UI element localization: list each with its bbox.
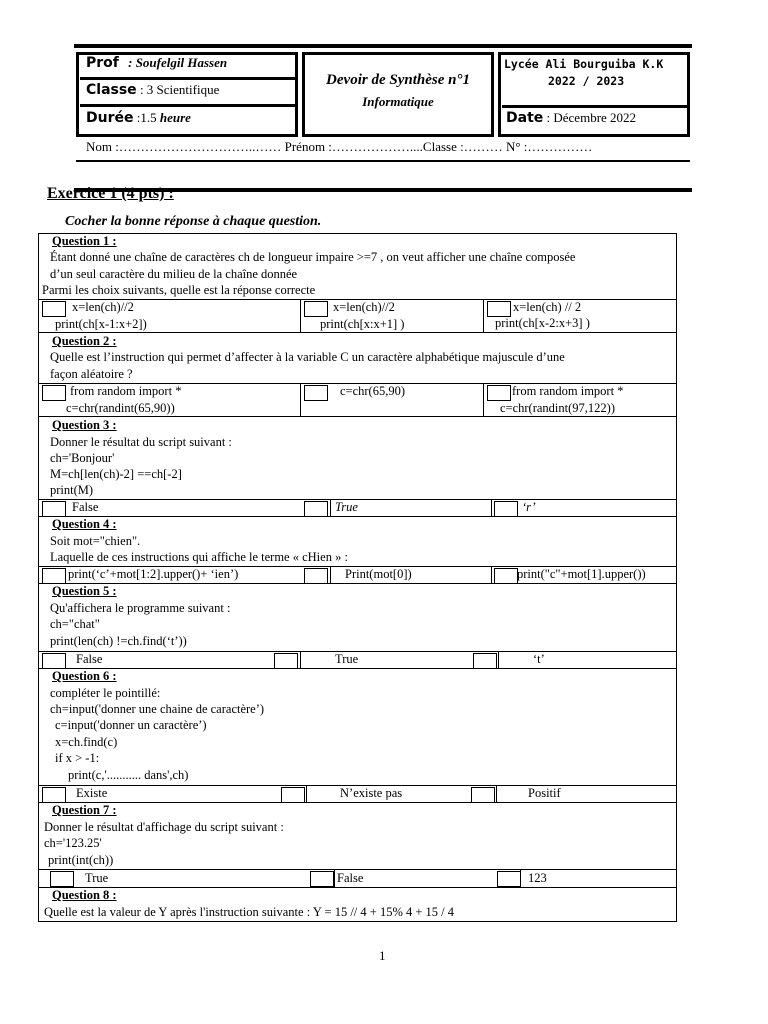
exam-title: Devoir de Synthèse n°1	[326, 72, 470, 88]
date-label: Date	[506, 110, 544, 126]
answer-c: x=len(ch) // 2	[513, 300, 582, 314]
classe-value: : 3 Scientifique	[139, 82, 220, 97]
answer-checkbox[interactable]	[487, 301, 511, 317]
answer-b: False	[337, 871, 364, 885]
answer-checkbox[interactable]	[281, 787, 305, 803]
duree-unit: heure	[159, 110, 191, 125]
question-5-text: Qu'affichera le programme suivant :	[50, 601, 231, 615]
answer-c: ‘r’	[522, 500, 536, 514]
answer-checkbox[interactable]	[42, 501, 66, 517]
question-4-text: Soit mot="chien".	[50, 534, 141, 548]
answer-checkbox[interactable]	[310, 871, 334, 887]
page-number: 1	[379, 948, 386, 963]
duree-row	[86, 110, 191, 126]
question-2-text: Quelle est l’instruction qui permet d’affecter à la variable C un caractère alphabétique majuscule d’une	[50, 350, 565, 364]
answer-b: c=chr(65,90)	[340, 384, 406, 398]
question-5-title: Question 5 :	[52, 584, 117, 598]
question-3-code: print(M)	[50, 483, 94, 497]
question-1-text: d’un seul caractère du milieu de la chaîne donnée	[50, 267, 298, 281]
answer-c: from random import *	[512, 384, 624, 398]
student-line: Nom :…………………………..…… Prénom :………………....Classe :……… N° :……………	[86, 139, 593, 154]
question-8-text: Quelle est la valeur de Y après l'instruction suivante : Y = 15 // 4 + 15% 4 + 15 / 4	[44, 905, 455, 919]
answer-b: N’existe pas	[340, 786, 403, 800]
classe-row	[86, 82, 219, 98]
answer-checkbox[interactable]	[497, 871, 521, 887]
question-4-title: Question 4 :	[52, 517, 117, 531]
school-year: 2022 / 2023	[548, 74, 625, 88]
question-3-title: Question 3 :	[52, 418, 117, 432]
answer-c: print(ch[x-2:x+3] )	[495, 316, 590, 330]
answer-checkbox[interactable]	[42, 568, 66, 584]
question-2-title: Question 2 :	[52, 334, 117, 348]
answer-c: ‘t’	[533, 652, 545, 666]
answer-checkbox[interactable]	[304, 385, 328, 401]
duree-label: Durée	[86, 110, 134, 126]
answer-checkbox[interactable]	[304, 568, 328, 584]
question-3-text: Donner le résultat du script suivant :	[50, 435, 232, 449]
question-7-title: Question 7 :	[52, 803, 117, 817]
answer-c: c=chr(randint(97,122))	[500, 401, 615, 415]
answer-checkbox[interactable]	[274, 653, 298, 669]
question-4-text: Laquelle de ces instructions qui affiche le terme « cHien » :	[50, 550, 348, 564]
question-6-title: Question 6 :	[52, 669, 117, 683]
prof-value: : Soufelgil Hassen	[128, 55, 228, 70]
question-6-text: compléter le pointillé:	[50, 686, 161, 700]
answer-b: x=len(ch)//2	[333, 300, 395, 314]
question-6-code: c=input('donner un caractère’)	[55, 718, 207, 732]
question-3-code: ch='Bonjour'	[50, 451, 115, 465]
classe-label: Classe	[86, 82, 137, 98]
date-value: : Décembre 2022	[546, 110, 637, 125]
question-7-text: Donner le résultat d'affichage du script suivant :	[44, 820, 284, 834]
answer-checkbox[interactable]	[42, 787, 66, 803]
school-name: Lycée Ali Bourguiba K.K	[504, 57, 664, 71]
answer-b: True	[335, 500, 358, 514]
question-7-code: print(int(ch))	[48, 853, 114, 867]
answer-checkbox[interactable]	[304, 301, 328, 317]
answer-checkbox[interactable]	[473, 653, 497, 669]
answer-a: x=len(ch)//2	[72, 300, 134, 314]
question-6-code: if x > -1:	[55, 751, 100, 765]
prof-row	[86, 55, 227, 71]
answer-checkbox[interactable]	[304, 501, 328, 517]
exercise-instruction: Cocher la bonne réponse à chaque question.	[65, 214, 322, 229]
answer-checkbox[interactable]	[471, 787, 495, 803]
answer-a: False	[76, 652, 103, 666]
question-6-code: print(c,'........... dans',ch)	[68, 768, 189, 782]
answer-b: Print(mot[0])	[345, 567, 412, 581]
question-2-text: façon aléatoire ?	[50, 367, 133, 381]
answer-a: print(‘c’+mot[1:2].upper()+ ‘ien’)	[68, 567, 239, 581]
prof-label: Prof	[86, 55, 119, 71]
question-5-code: print(len(ch) !=ch.find(‘t’))	[50, 634, 187, 648]
answer-checkbox[interactable]	[494, 568, 518, 584]
question-1-text: Étant donné une chaîne de caractères ch de longueur impaire >=7 , on veut afficher une chaîne composée	[50, 250, 576, 264]
answer-checkbox[interactable]	[42, 301, 66, 317]
answer-checkbox[interactable]	[494, 501, 518, 517]
duree-value: :1.5	[136, 110, 157, 125]
question-6-code: ch=input('donner une chaine de caractère’)	[50, 702, 265, 716]
question-8-title: Question 8 :	[52, 888, 117, 902]
question-1-title: Question 1 :	[52, 234, 117, 248]
answer-checkbox[interactable]	[42, 653, 66, 669]
question-7-code: ch='123.25'	[44, 836, 102, 850]
answer-checkbox[interactable]	[487, 385, 511, 401]
answer-checkbox[interactable]	[50, 871, 74, 887]
exercise-title: Exercice 1 (4 pts) :	[47, 185, 174, 202]
answer-c: 123	[528, 871, 547, 885]
question-1-text: Parmi les choix suivants, quelle est la réponse correcte	[42, 283, 316, 297]
answer-a: False	[72, 500, 99, 514]
answer-a: print(ch[x-1:x+2])	[55, 317, 147, 331]
answer-c: print("c"+mot[1].upper())	[517, 567, 646, 581]
answer-a: from random import *	[70, 384, 182, 398]
question-3-code: M=ch[len(ch)-2] ==ch[-2]	[50, 467, 182, 481]
exam-subject: Informatique	[362, 94, 434, 109]
question-6-code: x=ch.find(c)	[55, 735, 118, 749]
answer-b: True	[335, 652, 359, 666]
answer-a: True	[85, 871, 109, 885]
answer-a: c=chr(randint(65,90))	[66, 401, 175, 415]
answer-c: Positif	[528, 786, 561, 800]
answer-b: print(ch[x:x+1] )	[320, 317, 405, 331]
answer-a: Existe	[76, 786, 108, 800]
question-5-code: ch="chat"	[50, 617, 100, 631]
answer-checkbox[interactable]	[42, 385, 66, 401]
date-row	[506, 110, 636, 126]
